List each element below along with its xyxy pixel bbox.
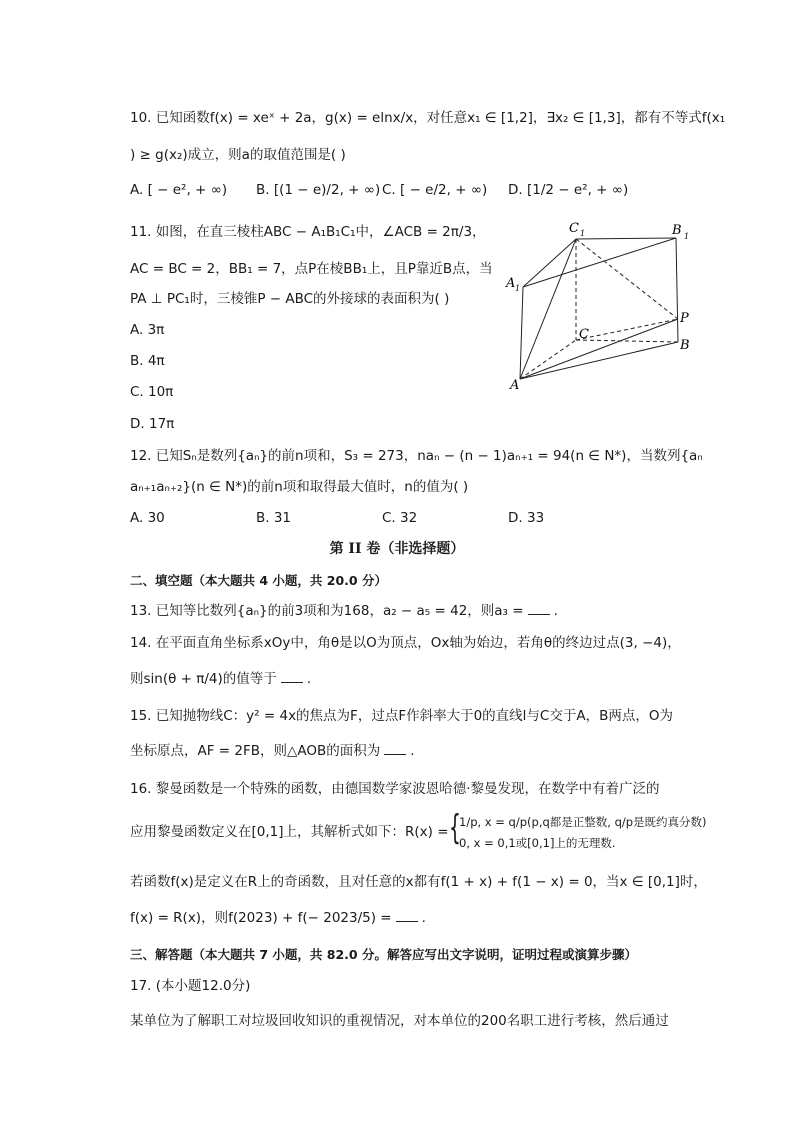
q16-text: f(x) = R(x)，则f(2023) + f(− 2023/5) =	[130, 910, 392, 926]
q10-option-d: D. [1/2 − e², + ∞)	[508, 182, 629, 198]
q11-line3: PA ⊥ PC₁时，三棱锥P − ABC的外接球的表面积为( )	[130, 291, 450, 307]
q13-text: 13. 已知等比数列{aₙ}的前3项和为168，a₂ − a₅ = 42，则a₃ =	[130, 603, 524, 619]
label-c1: C	[569, 221, 579, 236]
q12-option-c: C. 32	[382, 510, 418, 526]
label-p: P	[680, 311, 689, 326]
q12-line2: aₙ₊₁aₙ₊₂}(n ∈ N*)的前n项和取得最大值时，n的值为( )	[130, 479, 469, 495]
q14-line2	[130, 669, 311, 689]
q10-option-c: C. [ − e/2, + ∞)	[382, 182, 488, 198]
edge-a1-c1	[523, 239, 576, 287]
q11-option-c: C. 10π	[130, 384, 174, 400]
q13-answer-blank[interactable]	[528, 602, 550, 615]
label-b1-sub: 1	[684, 232, 690, 241]
edge-c-p	[576, 319, 678, 340]
q11-option-b: B. 4π	[130, 353, 165, 369]
edge-b1-b	[676, 238, 678, 342]
q17-line2: 某单位为了解职工对垃圾回收知识的重视情况，对本单位的200名职工进行考核，然后通过	[130, 1013, 669, 1029]
q12-option-a: A. 30	[130, 510, 165, 526]
q16-line4	[130, 908, 426, 928]
q16-line2: 应用黎曼函数定义在[0,1]上，其解析式如下：R(x) =	[130, 824, 449, 840]
label-a1: A	[506, 276, 516, 291]
q11-line1: 11. 如图，在直三棱柱ABC − A₁B₁C₁中，∠ACB = 2π/3，	[130, 224, 486, 240]
q10-line1: 10. 已知函数f(x) = xeˣ + 2a，g(x) = elnx/x，对任意x₁ ∈ [1,2]，∃x₂ ∈ [1,3]，都有不等式f(x₁	[130, 110, 726, 126]
edge-a-c1	[520, 239, 576, 379]
label-a: A	[510, 378, 520, 393]
q16-case1: 1/p, x = q/p(p,q都是正整数, q/p是既约真分数)	[459, 815, 707, 829]
edge-c-b	[576, 340, 678, 342]
q13-line	[130, 601, 558, 621]
q13-end: .	[553, 603, 558, 619]
q16-brace: {	[449, 808, 461, 848]
q16-line3: 若函数f(x)是定义在R上的奇函数，且对任意的x都有f(1 + x) + f(1 − x) = 0，当x ∈ [0,1]时，	[130, 874, 707, 890]
q11-option-d: D. 17π	[130, 416, 175, 432]
label-c: C	[579, 327, 589, 342]
section2-heading: 二、填空题（本大题共 4 小题，共 20.0 分）	[130, 573, 387, 588]
q10-option-a: A. [ − e², + ∞)	[130, 182, 228, 198]
q16-end: .	[421, 910, 426, 926]
q17-line1: 17. (本小题12.0分)	[130, 978, 251, 994]
q14-text: 则sin(θ + π/4)的值等于	[130, 671, 277, 687]
q16-line1: 16. 黎曼函数是一个特殊的函数，由德国数学家波恩哈德·黎曼发现，在数学中有着广泛的	[130, 781, 660, 797]
prism-figure	[498, 212, 708, 397]
q12-line1: 12. 已知Sₙ是数列{aₙ}的前n项和，S₃ = 273，naₙ − (n − 1)aₙ₊₁ = 94(n ∈ N*)，当数列{aₙ	[130, 448, 703, 464]
part2-title: 第 II 卷（非选择题）	[329, 541, 465, 557]
q12-option-b: B. 31	[256, 510, 292, 526]
label-c1-sub: 1	[580, 229, 586, 238]
edge-c1-b1	[576, 238, 676, 239]
edge-c1-p	[576, 239, 678, 319]
label-b: B	[680, 338, 690, 353]
q15-end: .	[410, 743, 415, 759]
label-a1-sub: 1	[515, 284, 521, 293]
q10-option-b: B. [(1 − e)/2, + ∞)	[256, 182, 381, 198]
edge-a-c	[520, 340, 576, 379]
q10-line2: ) ≥ g(x₂)成立，则a的取值范围是( )	[130, 147, 346, 163]
q11-line2: AC = BC = 2，BB₁ = 7，点P在棱BB₁上，且P靠近B点，当	[130, 261, 493, 277]
q15-answer-blank[interactable]	[384, 742, 406, 755]
section3-heading: 三、解答题（本大题共 7 小题，共 82.0 分。解答应写出文字说明，证明过程或演算步骤）	[130, 947, 637, 962]
q16-case2: 0, x = 0,1或[0,1]上的无理数.	[459, 836, 616, 850]
q15-line1: 15. 已知抛物线C：y² = 4x的焦点为F，过点F作斜率大于0的直线l与C交于A，B两点，O为	[130, 708, 673, 724]
q15-text: 坐标原点，AF = 2FB，则△AOB的面积为	[130, 743, 381, 759]
q15-line2	[130, 741, 415, 761]
q11-option-a: A. 3π	[130, 322, 165, 338]
q14-answer-blank[interactable]	[281, 670, 303, 683]
edge-a1-b1	[523, 238, 676, 287]
q14-end: .	[306, 671, 312, 687]
q12-option-d: D. 33	[508, 510, 545, 526]
label-b1: B	[672, 223, 682, 238]
edge-a-a1	[520, 287, 523, 379]
q16-answer-blank[interactable]	[396, 909, 418, 922]
q14-line1: 14. 在平面直角坐标系xOy中，角θ是以O为顶点，Ox轴为始边，若角θ的终边过点(3, −4)，	[130, 635, 681, 651]
edge-a-b	[520, 342, 678, 379]
edge-a-p	[520, 319, 678, 379]
